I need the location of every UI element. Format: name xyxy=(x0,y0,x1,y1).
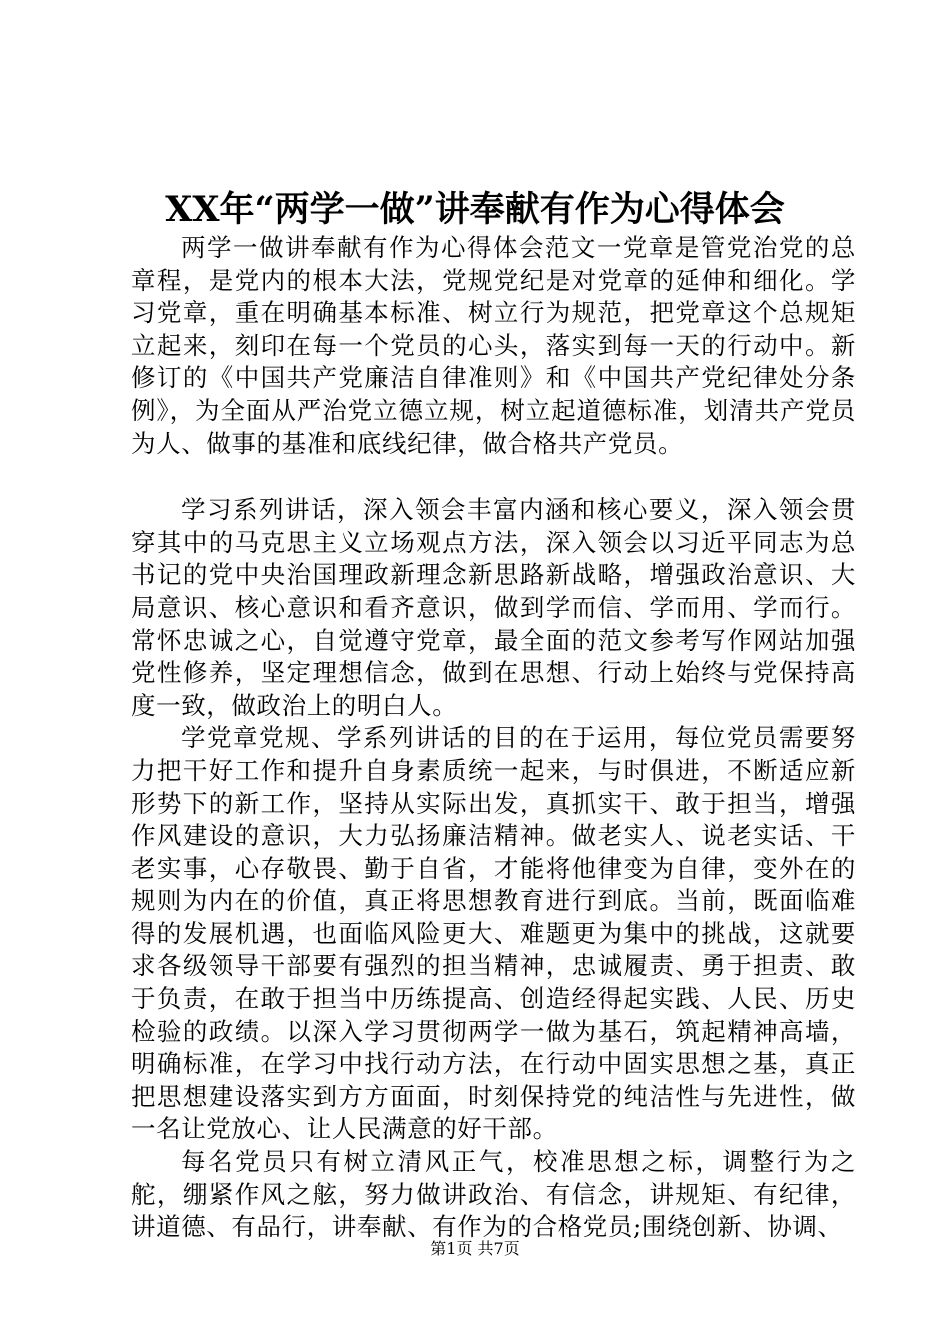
paragraph: 学党章党规、学系列讲话的目的在于运用，每位党员需要努力把干好工作和提升自身素质统一起来，与时俱进，不断适应新形势下的新工作，坚持从实际出发，真抓实干、敢于担当，增强作风建设的意识，大力弘扬廉洁精神。做老实人、说老实话、干老实事，心存敬畏、勤于自省，才能将他律变为自律，变外在的规则为内在的价值，真正将思想教育进行到底。当前，既面临难得的发展机遇，也面临风险更大、难题更为集中的挑战，这就要求各级领导干部要有强烈的担当精神，忠诚履责、勇于担责、敢于负责，在敢于担当中历练提高、创造经得起实践、人民、历史检验的政绩。以深入学习贯彻两学一做为基石，筑起精神高墙，明确标准，在学习中找行动方法，在行动中固实思想之基，真正把思想建设落实到方方面面，时刻保持党的纯洁性与先进性，做一名让党放心、让人民满意的好干部。 xyxy=(131,723,856,1144)
document-title: XX年“两学一做”讲奉献有作为心得体会 xyxy=(165,189,785,230)
paragraph: 学习系列讲话，深入领会丰富内涵和核心要义，深入领会贯穿其中的马克思主义立场观点方法，深入领会以习近平同志为总书记的党中央治国理政新理念新思路新战略，增强政治意识、大局意识、核心意识和看齐意识，做到学而信、学而用、学而行。常怀忠诚之心，自觉遵守党章，最全面的范文参考写作网站加强党性修养，坚定理想信念，做到在思想、行动上始终与党保持高度一致，做政治上的明白人。 xyxy=(131,495,856,720)
paragraph: 两学一做讲奉献有作为心得体会范文一党章是管党治党的总章程，是党内的根本大法，党规党纪是对党章的延伸和细化。学习党章，重在明确基本标准、树立行为规范，把党章这个总规矩立起来，刻印在每一个党员的心头，落实到每一天的行动中。新修订的《中国共产党廉洁自律准则》和《中国共产党纪律处分条例》，为全面从严治党立德立规，树立起道德标准，划清共产党员为人、做事的基准和底线纪律，做合格共产党员。 xyxy=(131,233,856,458)
page-number-footer: 第1页 共7页 xyxy=(430,1239,520,1258)
document-body xyxy=(131,232,856,1244)
paragraph: 每名党员只有树立清风正气，校准思想之标，调整行为之舵，绷紧作风之舷，努力做讲政治、有信念，讲规矩、有纪律，讲道德、有品行，讲奉献、有作为的合格党员;围绕创新、协调、 xyxy=(131,1147,856,1242)
